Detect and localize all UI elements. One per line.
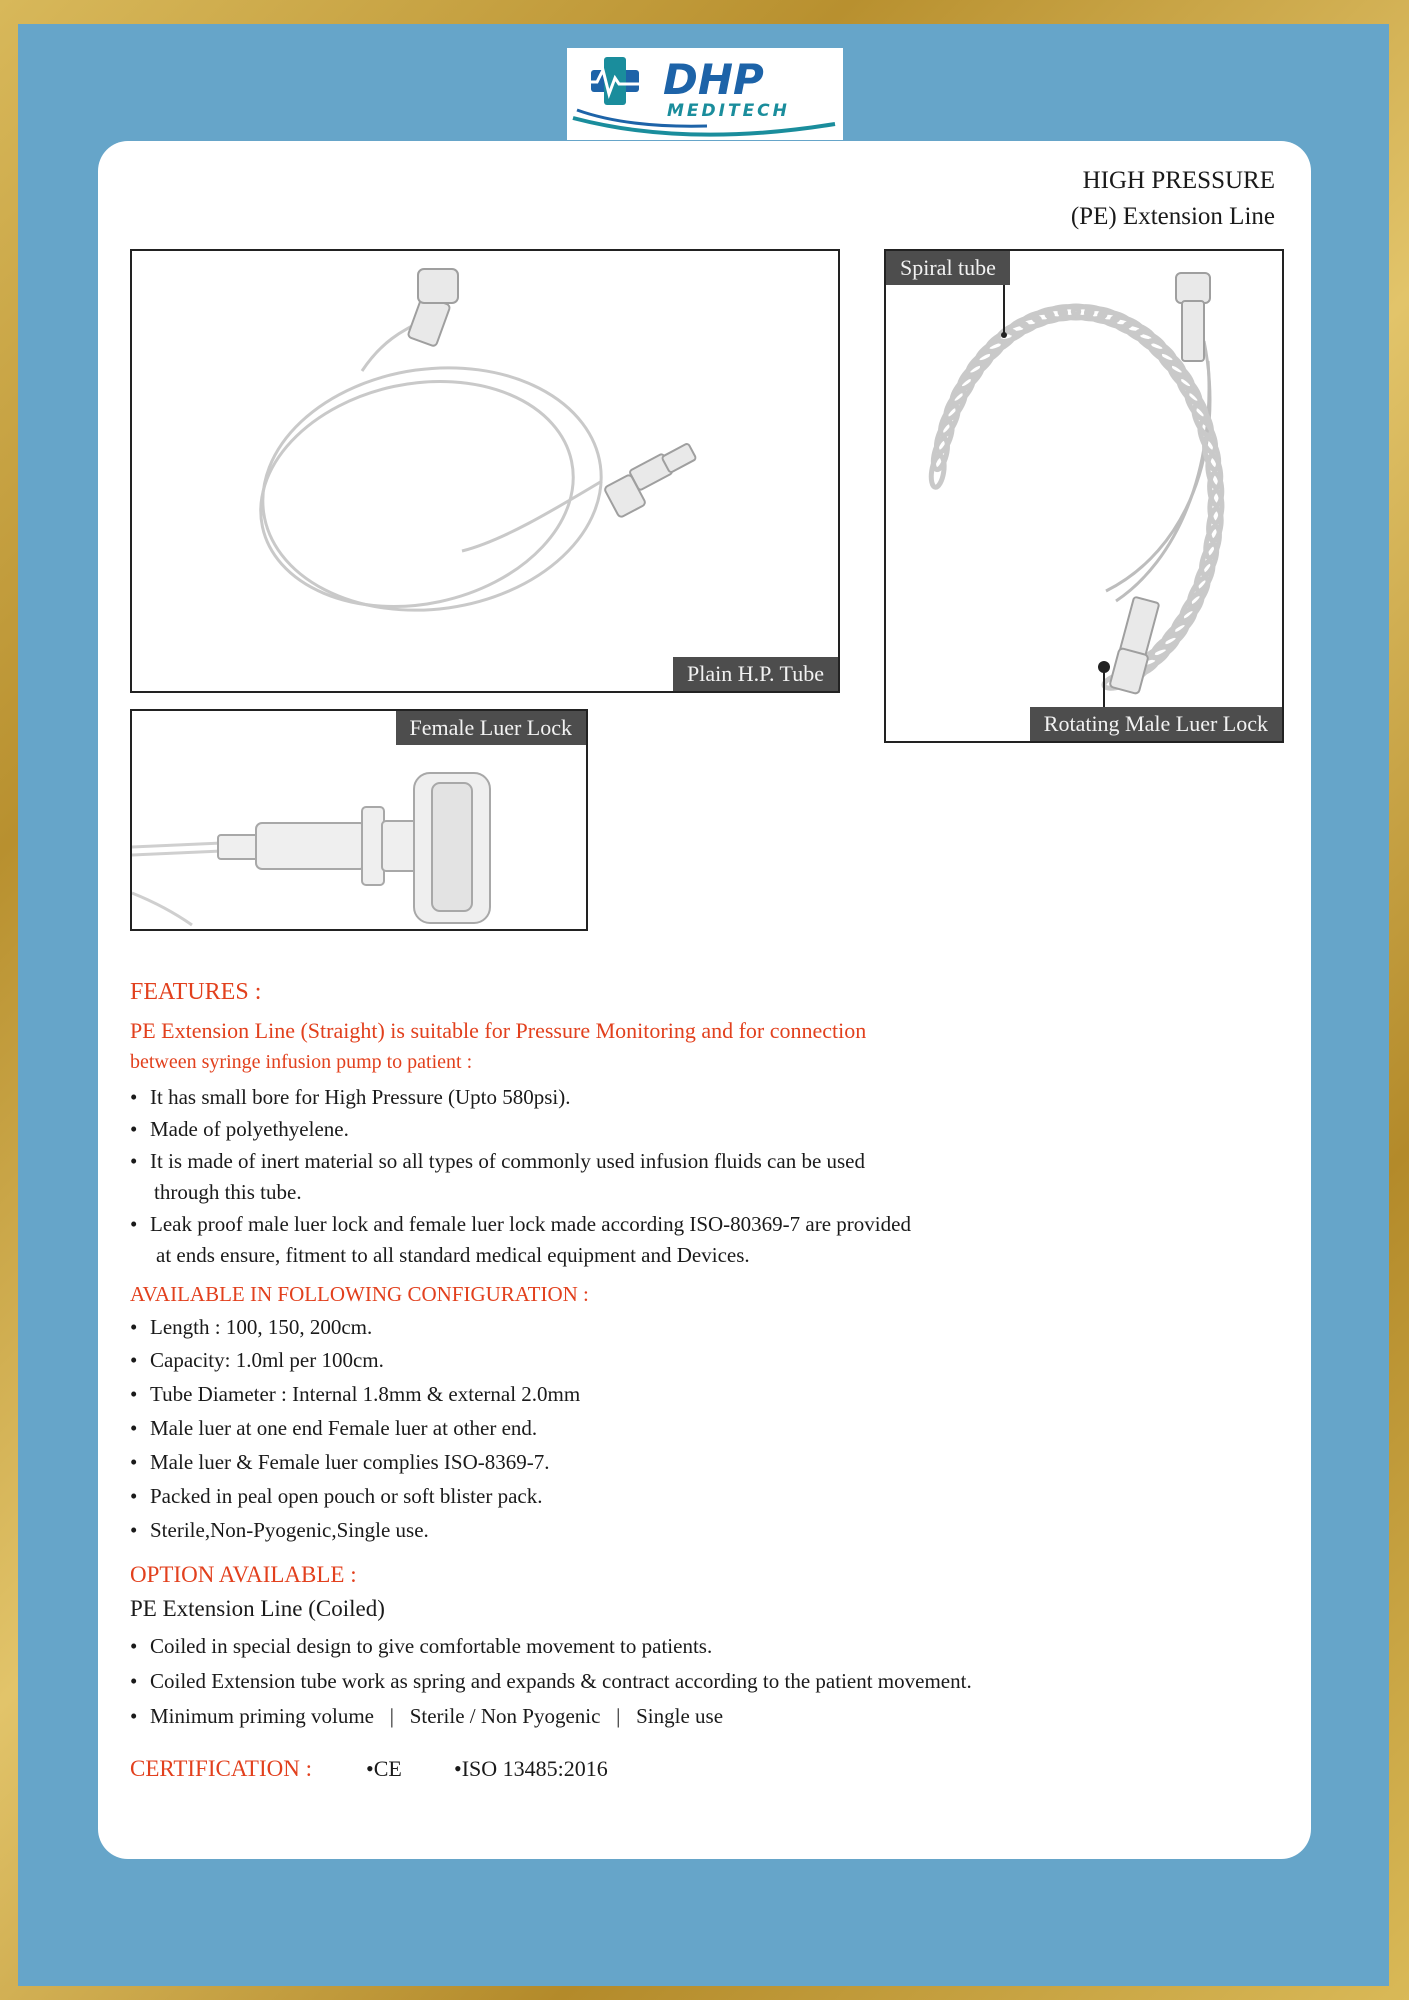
- features-bullet-1: • It has small bore for High Pressure (Upto 580psi).: [130, 1085, 571, 1109]
- logo-text-meditech: MEDITECH: [667, 101, 790, 121]
- plain-tube-label: Plain H.P. Tube: [673, 657, 838, 691]
- config-bullet-5: • Male luer & Female luer complies ISO-8369-7.: [130, 1450, 550, 1474]
- spiral-tube-image: [884, 249, 1284, 743]
- plain-tube-image: [130, 249, 840, 693]
- header-line-2: (PE) Extension Line: [1070, 203, 1275, 230]
- features-bullet-4-cont: at ends ensure, fitment to all standard medical equipment and Devices.: [156, 1243, 750, 1267]
- certification-iso: •ISO 13485:2016: [454, 1756, 608, 1781]
- features-intro-line1: PE Extension Line (Straight) is suitable for Pressure Monitoring and for connection: [130, 1018, 867, 1043]
- features-heading: FEATURES :: [130, 979, 262, 1005]
- header-line-1: HIGH PRESSURE: [1082, 167, 1275, 194]
- female-luer-lock-image: [130, 709, 588, 931]
- features-intro-line2: between syringe infusion pump to patient :: [130, 1051, 473, 1073]
- features-bullet-4: • Leak proof male luer lock and female luer lock made according ISO-80369-7 are provided: [130, 1212, 911, 1236]
- option-subtitle: PE Extension Line (Coiled): [130, 1596, 385, 1621]
- config-bullet-1: • Length : 100, 150, 200cm.: [130, 1315, 373, 1339]
- config-bullet-6: • Packed in peal open pouch or soft blister pack.: [130, 1484, 543, 1508]
- features-bullet-2: • Made of polyethyelene.: [130, 1117, 349, 1141]
- config-bullet-4: • Male luer at one end Female luer at other end.: [130, 1416, 538, 1440]
- dhp-meditech-logo: [567, 48, 843, 140]
- configuration-heading: AVAILABLE IN FOLLOWING CONFIGURATION :: [130, 1282, 589, 1306]
- spiral-tube-label: Spiral tube: [886, 251, 1010, 285]
- rotating-male-luer-label: Rotating Male Luer Lock: [1030, 707, 1282, 741]
- content-card: [98, 141, 1311, 1859]
- features-bullet-3-cont: through this tube.: [154, 1180, 302, 1204]
- certification-heading: CERTIFICATION :: [130, 1756, 312, 1781]
- features-bullet-3: • It is made of inert material so all types of commonly used infusion fluids can be used: [130, 1149, 866, 1173]
- certification-ce: •CE: [366, 1756, 402, 1781]
- config-bullet-2: • Capacity: 1.0ml per 100cm.: [130, 1348, 384, 1372]
- option-bullet-2: • Coiled Extension tube work as spring and expands & contract according to the patient movement.: [130, 1669, 972, 1693]
- option-bullet-1: • Coiled in special design to give comfortable movement to patients.: [130, 1634, 713, 1658]
- config-bullet-7: • Sterile,Non-Pyogenic,Single use.: [130, 1518, 429, 1542]
- option-heading: OPTION AVAILABLE :: [130, 1562, 357, 1587]
- option-bullet-3: • Minimum priming volume | Sterile / Non Pyogenic | Single use: [130, 1704, 724, 1728]
- female-luer-lock-label: Female Luer Lock: [396, 711, 587, 745]
- logo-text-dhp: DHP: [663, 55, 764, 104]
- config-bullet-3: • Tube Diameter : Internal 1.8mm & external 2.0mm: [130, 1382, 581, 1406]
